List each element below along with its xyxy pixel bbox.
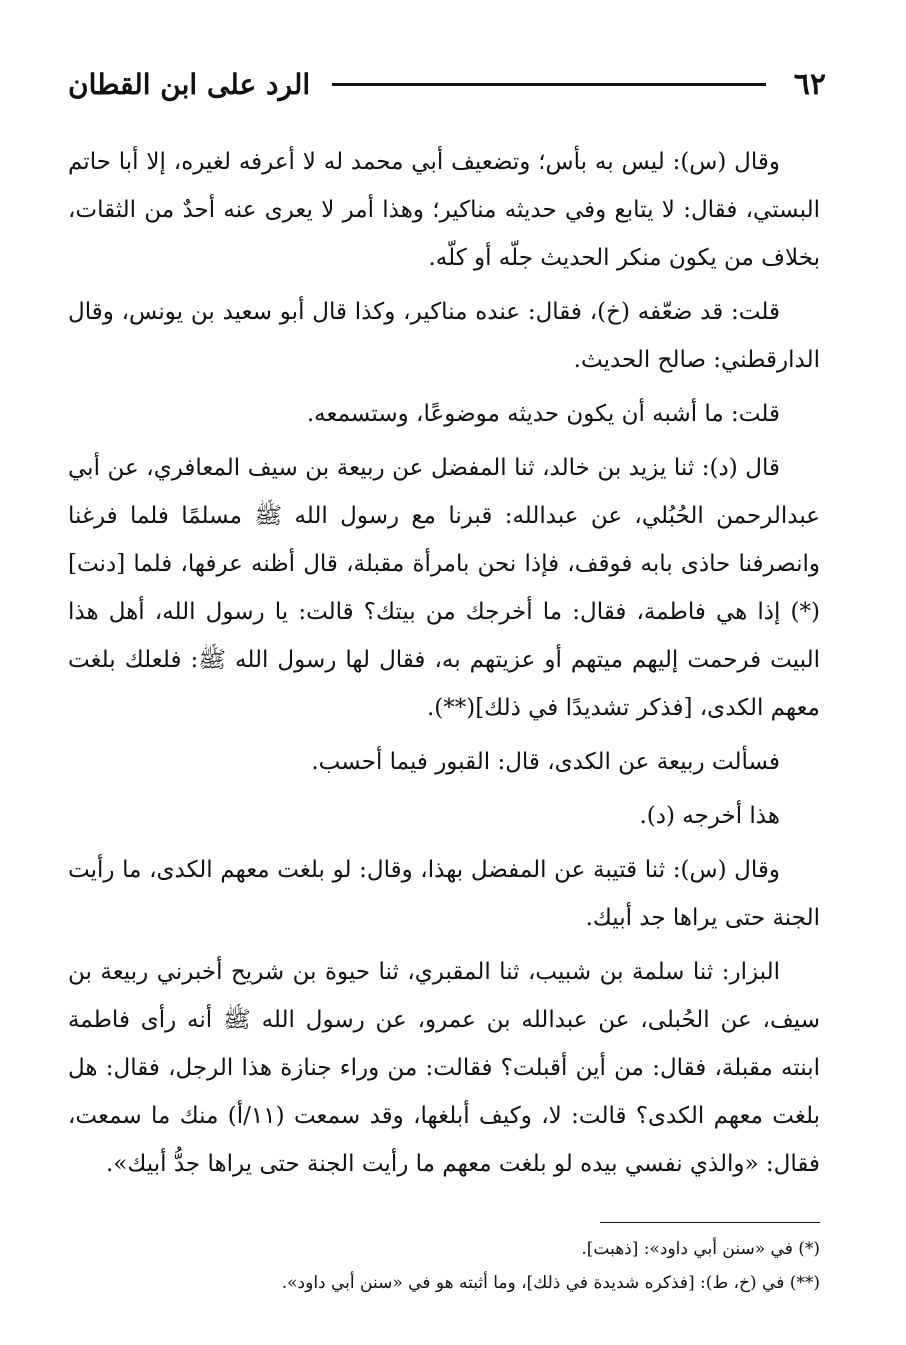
paragraph: وقال (س): ليس به بأس؛ وتضعيف أبي محمد له لا أعرفه لغيره، إلا أبا حاتم البستي، فقال: لا يتابع وفي حديثه مناكير؛ وهذا أمر لا يعرى عنه أحدٌ من الثقات، بخلاف من يكون منكر الحديث جلّه أو كلّه. — [68, 149, 820, 271]
paragraph: قال (د): ثنا يزيد بن خالد، ثنا المفضل عن ربيعة بن سيف المعافري، عن أبي عبدالرحمن الحُبُلي، عن عبدالله: قبرنا مع رسول الله ﷺ مسلمًا فلما فرغنا وانصرفنا حاذى بابه فوقف، فإذا نحن بامرأة مقبلة، قال أظنه عرفها، فلما [دنت](*) إذا هي فاطمة، فقال: ما أخرجك من بيتك؟ قالت: يا رسول الله، أهل هذا البيت فرحمت إليهم ميتهم أو عزيتهم به، فقال لها رسول الله ﷺ: فلعلك بلغت معهم الكدى، [فذكر تشديدًا في ذلك](**). — [68, 455, 820, 721]
footnote: (*) في «سنن أبي داود»: [ذهبت]. — [581, 1239, 820, 1259]
paragraph: قلت: ما أشبه أن يكون حديثه موضوعًا، وستسمعه. — [306, 401, 780, 427]
paragraph: فسألت ربيعة عن الكدى، قال: القبور فيما أحسب. — [311, 749, 780, 775]
page-header — [68, 62, 826, 106]
paragraph: وقال (س): ثنا قتيبة عن المفضل بهذا، وقال: لو بلغت معهم الكدى، ما رأيت الجنة حتى يراها جد أبيك. — [68, 857, 820, 931]
footnotes — [68, 1232, 820, 1300]
header-rule — [332, 83, 766, 86]
footnote: (**) في (خ، ط): [فذكره شديدة في ذلك]، وما أثبته هو في «سنن أبي داود». — [281, 1273, 820, 1293]
main-text — [68, 138, 820, 1194]
paragraph: هذا أخرجه (د). — [639, 803, 780, 829]
page-number: ٦٢ — [793, 66, 826, 102]
footnote-separator — [600, 1222, 820, 1223]
running-title: الرد على ابن القطان — [68, 67, 311, 101]
paragraph: قلت: قد ضعّفه (خ)، فقال: عنده مناكير، وكذا قال أبو سعيد بن يونس، وقال الدارقطني: صالح الحديث. — [68, 299, 820, 373]
paragraph: البزار: ثنا سلمة بن شبيب، ثنا المقبري، ثنا حيوة بن شريح أخبرني ربيعة بن سيف، عن الحُبلى، عن عبدالله بن عمرو، عن رسول الله ﷺ أنه رأى فاطمة ابنته مقبلة، فقال: من أين أقبلت؟ فقالت: من وراء جنازة هذا الرجل، فقال: هل بلغت معهم الكدى؟ قالت: لا، وكيف أبلغها، وقد سمعت (١١/أ) منك ما سمعت، فقال: «والذي نفسي بيده لو بلغت معهم ما رأيت الجنة حتى يراها جدُّ أبيك». — [68, 959, 820, 1177]
